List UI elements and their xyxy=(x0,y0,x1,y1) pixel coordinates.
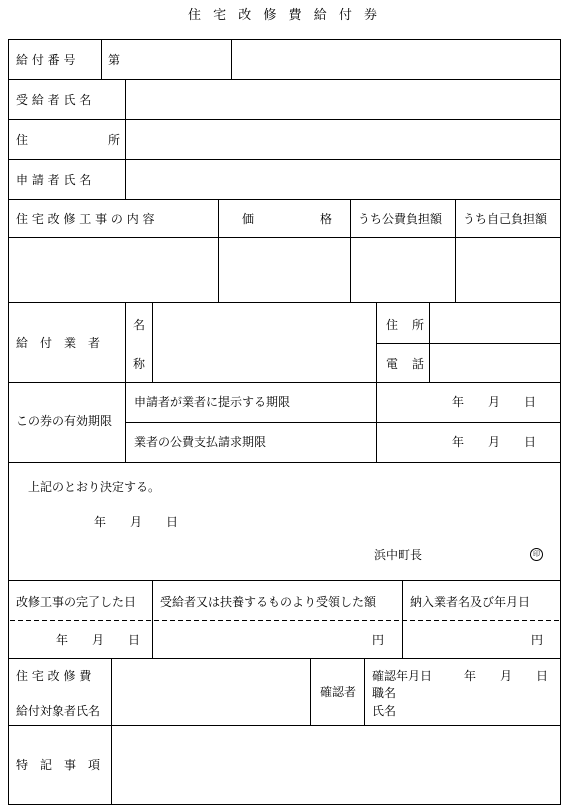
contractor-deadline-label: 業者の公費支払請求期限 xyxy=(134,435,267,449)
target-name-field[interactable] xyxy=(112,659,310,725)
benefit-number-prefix: 第 xyxy=(108,53,121,67)
benefit-number-field[interactable] xyxy=(232,40,560,79)
address-label-first: 住 xyxy=(16,133,29,147)
contractor-phone-label-first: 電 xyxy=(386,357,399,371)
confirmer-position-label: 職名 xyxy=(372,686,397,700)
public-share-label: うち公費負担額 xyxy=(358,212,443,226)
self-share-field[interactable] xyxy=(456,238,560,302)
target-label-second: 給付対象者氏名 xyxy=(16,704,101,718)
address-field[interactable] xyxy=(126,120,560,159)
contractor-label: 給 付 業 者 xyxy=(16,336,101,350)
confirm-date-value: 年 月 日 xyxy=(464,669,549,683)
seal-icon: 印 xyxy=(530,548,543,561)
applicant-deadline-label: 申請者が業者に提示する期限 xyxy=(134,395,291,409)
contractor-date-label: 納入業者名及び年月日 xyxy=(410,595,531,609)
contractor-yen: 円 xyxy=(531,633,544,647)
self-share-label: うち自己負担額 xyxy=(463,212,548,226)
contractor-address-field[interactable] xyxy=(430,303,560,343)
contractor-address-label-first: 住 xyxy=(386,318,399,332)
price-label-second: 格 xyxy=(320,212,333,226)
price-field[interactable] xyxy=(219,238,350,302)
contractor-phone-field[interactable] xyxy=(430,344,560,382)
contractor-address-label-second: 所 xyxy=(412,318,425,332)
recipient-name-label: 受 給 者 氏 名 xyxy=(16,93,92,107)
validity-label: この券の有効期限 xyxy=(16,414,113,428)
confirmer-name-label: 氏名 xyxy=(372,704,397,718)
contractor-phone-label-second: 話 xyxy=(412,357,425,371)
received-amount-yen: 円 xyxy=(372,633,385,647)
mayor-name: 浜中町長 xyxy=(374,548,423,562)
work-content-label: 住 宅 改 修 工 事 の 内 容 xyxy=(16,212,155,226)
decision-date: 年 月 日 xyxy=(94,515,179,529)
contractor-name-label-first: 名 xyxy=(133,318,146,332)
special-notes-field[interactable] xyxy=(112,726,560,804)
contractor-name-label-second: 称 xyxy=(133,357,146,371)
confirm-date-label: 確認年月日 xyxy=(372,669,433,683)
applicant-name-field[interactable] xyxy=(126,160,560,199)
contractor-deadline-date: 年 月 日 xyxy=(452,435,537,449)
recipient-name-field[interactable] xyxy=(126,80,560,119)
address-label-second: 所 xyxy=(108,133,121,147)
target-label-first: 住 宅 改 修 費 xyxy=(16,669,92,683)
completion-date-label: 改修工事の完了した日 xyxy=(16,595,137,609)
received-amount-label: 受給者又は扶養するものより受領した額 xyxy=(160,595,377,609)
public-share-field[interactable] xyxy=(351,238,455,302)
work-content-field[interactable] xyxy=(9,238,218,302)
completion-date-value: 年 月 日 xyxy=(56,633,141,647)
price-label-first: 価 xyxy=(242,212,255,226)
special-notes-label: 特 記 事 項 xyxy=(16,758,101,772)
form-title: 住 宅 改 修 費 給 付 券 xyxy=(188,8,381,23)
benefit-number-label: 給 付 番 号 xyxy=(16,53,76,67)
applicant-name-label: 申 請 者 氏 名 xyxy=(16,173,92,187)
confirmer-label: 確認者 xyxy=(320,685,357,699)
decision-statement: 上記のとおり決定する。 xyxy=(28,480,161,494)
applicant-deadline-date: 年 月 日 xyxy=(452,395,537,409)
contractor-name-field[interactable] xyxy=(153,303,376,382)
